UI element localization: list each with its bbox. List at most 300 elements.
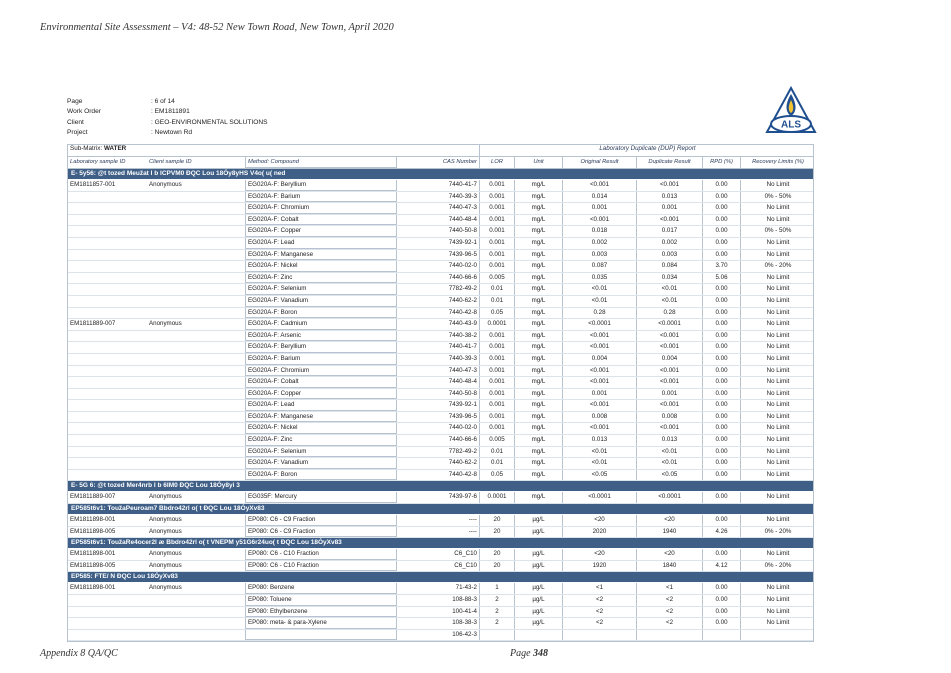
- table-row: [68, 203, 813, 215]
- cell-unit: µg/L: [514, 595, 562, 606]
- cell-method-compound: EG020A-F: Beryllium: [245, 180, 397, 191]
- cell-lor: 0.001: [479, 412, 514, 423]
- section-header: E- 5G 6: @t tozed Mer4nrb I b 6IM0 ÐQC Lou 18Óy8yi 3: [68, 481, 813, 492]
- cell-lor: 2: [479, 618, 514, 629]
- cell-cas-number: 7440-42-8: [448, 308, 477, 316]
- cell-rpd: 0.00: [702, 400, 740, 411]
- cell-client-sample-id: [147, 435, 245, 446]
- table-title-row: [68, 145, 813, 157]
- cell-duplicate-result: [636, 630, 702, 641]
- cell-duplicate-result: 0.034: [636, 273, 702, 284]
- cell-recovery-limits: No Limit: [740, 203, 815, 214]
- cell-unit: mg/L: [514, 366, 562, 377]
- cell-recovery-limits: No Limit: [740, 331, 815, 342]
- cell-client-sample-id: [147, 618, 245, 629]
- meta-value: : GEO-ENVIRONMENTAL SOLUTIONS: [151, 118, 268, 126]
- cell-unit: µg/L: [514, 561, 562, 572]
- cell-cas-number: 7440-38-2: [448, 331, 477, 339]
- cell-unit: mg/L: [514, 400, 562, 411]
- cell-cas-number: 7440-62-2: [448, 296, 477, 304]
- cell-unit: µg/L: [514, 515, 562, 526]
- meta-row: [67, 128, 268, 138]
- cell-recovery-limits: No Limit: [740, 308, 815, 319]
- cell-rpd: 0.00: [702, 389, 740, 400]
- cell-lor: 2: [479, 607, 514, 618]
- cell-lab-sample-id: [68, 458, 147, 469]
- cell-cas-number: 7440-47-3: [448, 204, 477, 212]
- table-row: [68, 412, 813, 424]
- cell-rpd: 3.70: [702, 261, 740, 272]
- cell-client-sample-id: [147, 261, 245, 272]
- column-header-client-sample-id: Client sample ID: [149, 159, 192, 165]
- cell-client-sample-id: [147, 215, 245, 226]
- cell-rpd: 0.00: [702, 284, 740, 295]
- cell-lab-sample-id: [68, 389, 147, 400]
- cell-unit: mg/L: [514, 458, 562, 469]
- cell-cas-number: 7440-42-8: [448, 470, 477, 478]
- table-row: [68, 458, 813, 470]
- cell-rpd: 0.00: [702, 470, 740, 481]
- cell-lor: 1: [479, 583, 514, 594]
- cell-lab-sample-id: [68, 618, 147, 629]
- cell-lor: 0.001: [479, 331, 514, 342]
- footer-page: [510, 648, 548, 659]
- cell-client-sample-id: [147, 203, 245, 214]
- cell-method-compound: EG020A-F: Cobalt: [245, 377, 397, 388]
- cell-duplicate-result: <2: [636, 618, 702, 629]
- cell-original-result: <2: [562, 595, 636, 606]
- cell-unit: mg/L: [514, 435, 562, 446]
- table-row: [68, 192, 813, 204]
- cell-method-compound: EG020A-F: Chromium: [245, 203, 397, 214]
- cell-rpd: 0.00: [702, 238, 740, 249]
- cell-unit: mg/L: [514, 296, 562, 307]
- cell-recovery-limits: 0% - 50%: [740, 226, 815, 237]
- cell-unit: mg/L: [514, 203, 562, 214]
- footer-page-number: 348: [533, 648, 549, 659]
- cell-rpd: 0.00: [702, 607, 740, 618]
- cell-lor: 0.0001: [479, 492, 514, 503]
- cell-lab-sample-id: [68, 203, 147, 214]
- cell-rpd: 0.00: [702, 354, 740, 365]
- cell-rpd: 0.00: [702, 192, 740, 203]
- cell-rpd: 0.00: [702, 377, 740, 388]
- table-row: [68, 296, 813, 308]
- cell-lab-sample-id: EM1811889-007: [70, 493, 116, 501]
- table-row: [68, 180, 813, 192]
- cell-lor: 0.01: [479, 284, 514, 295]
- cell-lab-sample-id: [68, 192, 147, 203]
- cell-lor: 0.05: [479, 308, 514, 319]
- cell-lab-sample-id: [68, 273, 147, 284]
- duplicate-report-table: [67, 144, 814, 642]
- cell-rpd: 0.00: [702, 215, 740, 226]
- meta-value: : 6 of 14: [151, 98, 175, 105]
- cell-lor: 0.001: [479, 250, 514, 261]
- cell-duplicate-result: <0.01: [636, 284, 702, 295]
- cell-method-compound: EG020A-F: Zinc: [245, 273, 397, 284]
- cell-original-result: 0.035: [562, 273, 636, 284]
- cell-recovery-limits: No Limit: [740, 470, 815, 481]
- cell-method-compound: EG020A-F: Lead: [245, 238, 397, 249]
- cell-lor: 0.001: [479, 366, 514, 377]
- meta-row: [67, 118, 268, 128]
- cell-unit: mg/L: [514, 319, 562, 330]
- logo-text: ALS: [781, 119, 801, 131]
- section-header: EP585: FTE/ N ÐQC Lou 18ÓyXv83: [68, 572, 813, 583]
- cell-recovery-limits: No Limit: [740, 284, 815, 295]
- meta-value: : EM1811891: [151, 108, 190, 116]
- cell-client-sample-id: [147, 273, 245, 284]
- cell-lab-sample-id: EM1811889-007: [70, 320, 116, 328]
- cell-cas-number: 7782-49-2: [448, 285, 477, 293]
- cell-lor: 20: [479, 549, 514, 560]
- cell-duplicate-result: <0.05: [636, 470, 702, 481]
- cell-recovery-limits: No Limit: [740, 389, 815, 400]
- cell-duplicate-result: <2: [636, 607, 702, 618]
- cell-unit: mg/L: [514, 412, 562, 423]
- cell-method-compound: [245, 630, 397, 641]
- cell-original-result: <0.05: [562, 470, 636, 481]
- cell-method-compound: EP080: Ethylbenzene: [245, 607, 397, 618]
- cell-original-result: <0.0001: [562, 319, 636, 330]
- cell-lor: 2: [479, 595, 514, 606]
- cell-rpd: 0.00: [702, 180, 740, 191]
- cell-cas-number: 7440-66-6: [448, 273, 477, 281]
- cell-method-compound: EG020A-F: Nickel: [245, 423, 397, 434]
- submatrix-label: Sub-Matrix:: [70, 145, 103, 152]
- cell-unit: mg/L: [514, 308, 562, 319]
- cell-lab-sample-id: [68, 296, 147, 307]
- cell-client-sample-id: Anonymous: [149, 181, 182, 188]
- cell-unit: mg/L: [514, 447, 562, 458]
- cell-unit: mg/L: [514, 492, 562, 503]
- cell-duplicate-result: <0.001: [636, 423, 702, 434]
- cell-lor: 0.01: [479, 296, 514, 307]
- cell-client-sample-id: [147, 470, 245, 481]
- cell-cas-number: 7440-66-6: [448, 436, 477, 444]
- cell-rpd: 0.00: [702, 435, 740, 446]
- cell-cas-number: 7440-50-8: [448, 389, 477, 397]
- cell-lab-sample-id: [68, 423, 147, 434]
- cell-client-sample-id: [147, 458, 245, 469]
- cell-cas-number: ----: [468, 516, 477, 524]
- table-row: [68, 226, 813, 238]
- cell-rpd: 0.00: [702, 319, 740, 330]
- cell-lor: 0.001: [479, 215, 514, 226]
- cell-lor: 0.001: [479, 354, 514, 365]
- cell-client-sample-id: [147, 595, 245, 606]
- column-header-row: [68, 157, 813, 169]
- cell-lab-sample-id: [68, 284, 147, 295]
- cell-lor: 0.001: [479, 342, 514, 353]
- cell-original-result: <0.01: [562, 296, 636, 307]
- cell-recovery-limits: No Limit: [740, 549, 815, 560]
- cell-lor: 0.005: [479, 435, 514, 446]
- section-header: EP585t6v1: ToužaRe4ocer2l æ Bbdro42rl o( t VNEPM y51G6r24uo( t ÐQC Lou 18ÓyXv83: [68, 538, 813, 549]
- cell-original-result: 0.013: [562, 435, 636, 446]
- table-row: [68, 354, 813, 366]
- cell-recovery-limits: No Limit: [740, 273, 815, 284]
- cell-lab-sample-id: [68, 470, 147, 481]
- cell-rpd: 0.00: [702, 458, 740, 469]
- cell-lab-sample-id: [68, 308, 147, 319]
- cell-method-compound: EG020A-F: Lead: [245, 400, 397, 411]
- cell-duplicate-result: <0.0001: [636, 319, 702, 330]
- cell-unit: µg/L: [514, 607, 562, 618]
- cell-client-sample-id: [147, 377, 245, 388]
- cell-recovery-limits: No Limit: [740, 618, 815, 629]
- cell-unit: mg/L: [514, 261, 562, 272]
- cell-unit: [514, 630, 562, 641]
- cell-lab-sample-id: EM1811898-005: [70, 527, 116, 535]
- cell-cas-number: 7440-39-3: [448, 354, 477, 362]
- cell-lor: 0.001: [479, 377, 514, 388]
- column-header-recovery-limits: Recovery Limits (%): [740, 157, 815, 168]
- cell-duplicate-result: 0.004: [636, 354, 702, 365]
- cell-original-result: 0.28: [562, 308, 636, 319]
- cell-original-result: <20: [562, 549, 636, 560]
- cell-unit: µg/L: [514, 583, 562, 594]
- cell-duplicate-result: 1840: [636, 561, 702, 572]
- cell-method-compound: EP080: C6 - C9 Fraction: [245, 527, 397, 538]
- cell-client-sample-id: [147, 447, 245, 458]
- cell-method-compound: EG020A-F: Cadmium: [245, 319, 397, 330]
- cell-unit: mg/L: [514, 238, 562, 249]
- meta-value: : Newtown Rd: [151, 128, 193, 136]
- cell-original-result: <0.001: [562, 377, 636, 388]
- cell-method-compound: EP080: Toluene: [245, 595, 397, 606]
- cell-cas-number: 71-43-2: [455, 584, 477, 592]
- cell-original-result: 0.008: [562, 412, 636, 423]
- cell-method-compound: EG020A-F: Boron: [245, 308, 397, 319]
- cell-original-result: 1920: [562, 561, 636, 572]
- cell-duplicate-result: 1940: [636, 527, 702, 538]
- cell-method-compound: EG020A-F: Cobalt: [245, 215, 397, 226]
- cell-cas-number: 7440-41-7: [448, 343, 477, 351]
- table-row: [68, 389, 813, 401]
- cell-rpd: 0.00: [702, 583, 740, 594]
- cell-client-sample-id: [147, 607, 245, 618]
- cell-duplicate-result: <20: [636, 549, 702, 560]
- table-row: [68, 492, 813, 504]
- table-row: [68, 618, 813, 630]
- cell-cas-number: 7439-96-5: [448, 250, 477, 258]
- cell-original-result: 0.087: [562, 261, 636, 272]
- cell-duplicate-result: 0.003: [636, 250, 702, 261]
- cell-original-result: <0.001: [562, 423, 636, 434]
- cell-client-sample-id: Anonymous: [149, 320, 182, 328]
- table-row: [68, 435, 813, 447]
- footer-page-label: Page: [510, 648, 531, 659]
- cell-recovery-limits: No Limit: [740, 215, 815, 226]
- cell-method-compound: EG020A-F: Selenium: [245, 447, 397, 458]
- cell-cas-number: 7440-50-8: [448, 227, 477, 235]
- cell-lor: 0.001: [479, 192, 514, 203]
- report-meta: [67, 97, 268, 138]
- als-logo: [765, 86, 817, 138]
- cell-method-compound: EG020A-F: Chromium: [245, 366, 397, 377]
- cell-method-compound: EP080: C6 - C10 Fraction: [245, 549, 397, 560]
- cell-rpd: 0.00: [702, 412, 740, 423]
- cell-rpd: [702, 630, 740, 641]
- cell-recovery-limits: 0% - 50%: [740, 192, 815, 203]
- cell-original-result: 0.003: [562, 250, 636, 261]
- cell-cas-number: 7440-48-4: [448, 378, 477, 386]
- cell-lab-sample-id: EM1811898-001: [70, 584, 116, 592]
- column-header-duplicate-result: Duplicate Result: [636, 157, 702, 168]
- cell-lab-sample-id: [68, 607, 147, 618]
- cell-lab-sample-id: [68, 215, 147, 226]
- cell-unit: mg/L: [514, 250, 562, 261]
- cell-unit: mg/L: [514, 180, 562, 191]
- cell-unit: µg/L: [514, 527, 562, 538]
- cell-lor: 0.001: [479, 400, 514, 411]
- cell-unit: mg/L: [514, 331, 562, 342]
- cell-lor: 0.001: [479, 423, 514, 434]
- cell-recovery-limits: No Limit: [740, 412, 815, 423]
- cell-recovery-limits: No Limit: [740, 366, 815, 377]
- cell-client-sample-id: [147, 250, 245, 261]
- cell-client-sample-id: [147, 331, 245, 342]
- cell-method-compound: EG020A-F: Copper: [245, 389, 397, 400]
- cell-original-result: <0.001: [562, 366, 636, 377]
- cell-original-result: 0.001: [562, 203, 636, 214]
- table-row: [68, 377, 813, 389]
- cell-duplicate-result: <0.01: [636, 458, 702, 469]
- cell-lor: [479, 630, 514, 641]
- cell-method-compound: EP080: meta- & para-Xylene: [245, 618, 397, 629]
- cell-duplicate-result: <0.001: [636, 331, 702, 342]
- dup-report-title: Laboratory Duplicate (DUP) Report: [479, 145, 815, 156]
- cell-rpd: 0.00: [702, 515, 740, 526]
- cell-original-result: <0.001: [562, 342, 636, 353]
- cell-original-result: <2: [562, 618, 636, 629]
- table-row: [68, 527, 813, 539]
- cell-rpd: 4.12: [702, 561, 740, 572]
- cell-client-sample-id: [147, 389, 245, 400]
- cell-client-sample-id: [147, 354, 245, 365]
- cell-lab-sample-id: [68, 261, 147, 272]
- cell-lor: 0.001: [479, 238, 514, 249]
- table-row: [68, 261, 813, 273]
- cell-cas-number: 7440-62-2: [448, 459, 477, 467]
- cell-rpd: 0.00: [702, 595, 740, 606]
- cell-rpd: 0.00: [702, 203, 740, 214]
- cell-method-compound: EG020A-F: Vanadium: [245, 296, 397, 307]
- cell-method-compound: EG020A-F: Barium: [245, 354, 397, 365]
- cell-recovery-limits: No Limit: [740, 319, 815, 330]
- cell-original-result: <0.001: [562, 180, 636, 191]
- cell-rpd: 0.00: [702, 492, 740, 503]
- section-header: EP585t6v1: ToužaPeuroam7 Bbdro42rl o( t ÐQC Lou 18ÓyXv83: [68, 504, 813, 515]
- cell-cas-number: 7782-49-2: [448, 447, 477, 455]
- cell-duplicate-result: <0.001: [636, 180, 702, 191]
- table-row: [68, 215, 813, 227]
- cell-rpd: 0.00: [702, 226, 740, 237]
- cell-unit: mg/L: [514, 423, 562, 434]
- column-header-lor: LOR: [479, 157, 514, 168]
- cell-cas-number: 7439-92-1: [448, 238, 477, 246]
- meta-key: Project: [67, 128, 88, 136]
- cell-recovery-limits: No Limit: [740, 423, 815, 434]
- cell-client-sample-id: Anonymous: [149, 561, 182, 569]
- cell-client-sample-id: [147, 412, 245, 423]
- cell-cas-number: 7440-39-3: [448, 192, 477, 200]
- cell-rpd: 0.00: [702, 296, 740, 307]
- meta-key: Client: [67, 118, 84, 126]
- cell-recovery-limits: No Limit: [740, 400, 815, 411]
- cell-original-result: 0.014: [562, 192, 636, 203]
- cell-lab-sample-id: [68, 412, 147, 423]
- cell-cas-number: 7439-97-6: [448, 493, 477, 501]
- table-row: [68, 549, 813, 561]
- cell-lor: 0.001: [479, 203, 514, 214]
- cell-original-result: 0.004: [562, 354, 636, 365]
- cell-unit: mg/L: [514, 273, 562, 284]
- cell-original-result: <0.01: [562, 284, 636, 295]
- cell-lab-sample-id: [68, 377, 147, 388]
- cell-unit: mg/L: [514, 342, 562, 353]
- cell-method-compound: EG020A-F: Boron: [245, 470, 397, 481]
- cell-client-sample-id: [147, 630, 245, 641]
- table-row: [68, 250, 813, 262]
- cell-client-sample-id: [147, 308, 245, 319]
- cell-lab-sample-id: [68, 630, 147, 641]
- cell-recovery-limits: No Limit: [740, 515, 815, 526]
- cell-original-result: 0.002: [562, 238, 636, 249]
- cell-lor: 0.05: [479, 470, 514, 481]
- cell-cas-number: 7440-02-0: [448, 424, 477, 432]
- cell-recovery-limits: 0% - 20%: [740, 261, 815, 272]
- cell-recovery-limits: No Limit: [740, 458, 815, 469]
- cell-lor: 0.0001: [479, 319, 514, 330]
- cell-duplicate-result: <2: [636, 595, 702, 606]
- cell-client-sample-id: Anonymous: [149, 527, 182, 535]
- table-row: [68, 447, 813, 459]
- cell-method-compound: EG020A-F: Barium: [245, 192, 397, 203]
- table-body: [68, 169, 813, 641]
- cell-cas-number: 106-42-3: [452, 630, 477, 638]
- table-row: [68, 583, 813, 595]
- meta-key: Page: [67, 98, 83, 105]
- table-row: [68, 319, 813, 331]
- cell-lor: 0.001: [479, 261, 514, 272]
- cell-lor: 0.01: [479, 447, 514, 458]
- table-row: [68, 423, 813, 435]
- cell-lab-sample-id: [68, 435, 147, 446]
- cell-cas-number: 7440-43-9: [448, 320, 477, 328]
- cell-rpd: 0.00: [702, 308, 740, 319]
- cell-method-compound: EG020A-F: Vanadium: [245, 458, 397, 469]
- cell-rpd: 0.00: [702, 366, 740, 377]
- cell-duplicate-result: <0.001: [636, 400, 702, 411]
- cell-original-result: <0.01: [562, 447, 636, 458]
- cell-lor: 20: [479, 515, 514, 526]
- meta-row: [67, 107, 268, 117]
- column-header-method-compound: Method: Compound: [245, 157, 397, 168]
- cell-rpd: 0.00: [702, 447, 740, 458]
- cell-method-compound: EP080: C6 - C10 Fraction: [245, 561, 397, 572]
- cell-recovery-limits: No Limit: [740, 377, 815, 388]
- cell-lor: 0.001: [479, 226, 514, 237]
- cell-unit: µg/L: [514, 549, 562, 560]
- cell-rpd: 0.00: [702, 331, 740, 342]
- cell-unit: mg/L: [514, 377, 562, 388]
- cell-method-compound: EP080: Benzene: [245, 583, 397, 594]
- cell-cas-number: 7440-41-7: [448, 181, 477, 188]
- cell-recovery-limits: No Limit: [740, 180, 815, 191]
